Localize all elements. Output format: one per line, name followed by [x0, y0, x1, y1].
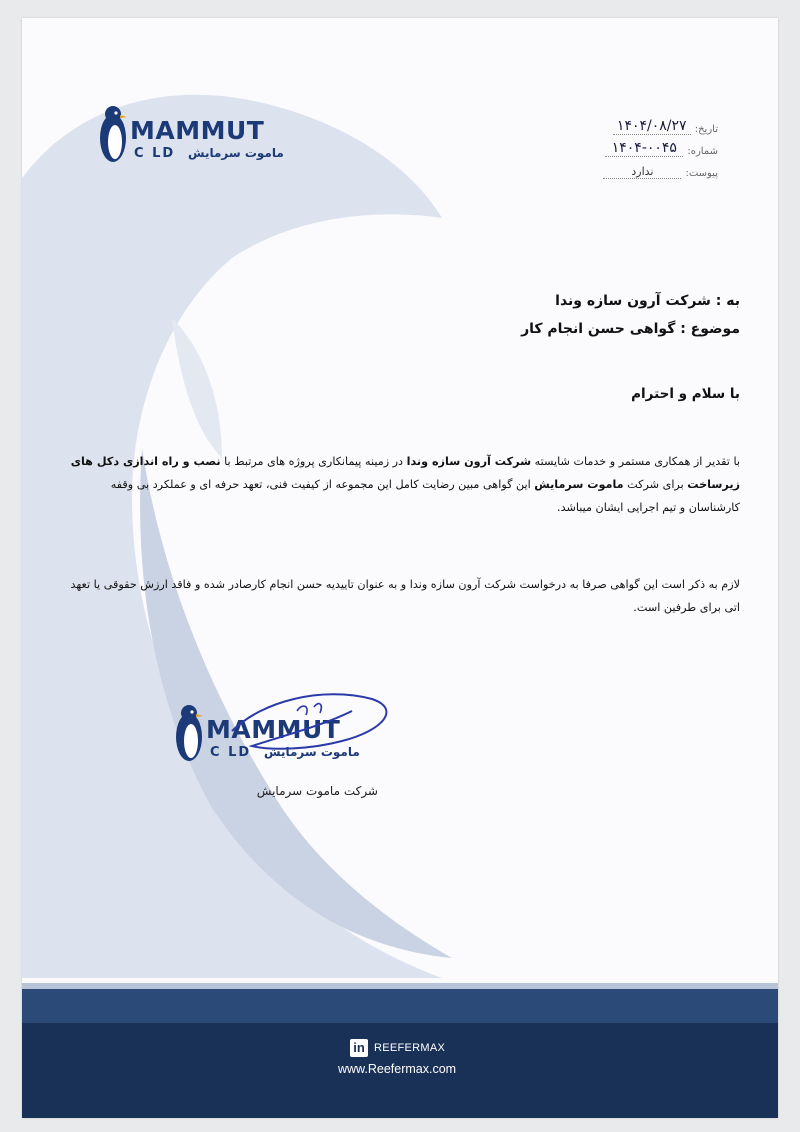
attachment-row: [458, 157, 718, 179]
p1-part-c: در زمینه پیمانکاری پروژه های مرتبط با: [220, 455, 407, 468]
attachment-value: ندارد: [603, 165, 681, 179]
number-label: شماره:: [687, 146, 718, 157]
signature-brand-persian: ماموت سرمایش: [264, 745, 360, 759]
company-logo: [96, 104, 296, 174]
linkedin-name: REEFERMAX: [374, 1042, 446, 1054]
attachment-label: پیوست:: [685, 168, 718, 179]
p1-company: شرکت آرون سازه وندا: [406, 455, 532, 468]
letter-meta: [458, 113, 718, 179]
body-paragraph-2: لازم به ذکر است این گواهی صرفا به درخواست شرکت آرون سازه وندا و به عنوان تاییدیه حسن انجام کارصادر شده و فاقد ارزش حقوقی یا تعهد اتی برای طرفین است.: [70, 578, 740, 614]
signature-brand-cold: C LD: [210, 745, 252, 760]
linkedin-icon: in: [350, 1039, 368, 1057]
footer-top-band: [22, 983, 778, 1023]
penguin-icon: [172, 703, 206, 765]
p1-service: نصب و راه اندازی دکل های زیرساخت: [70, 455, 740, 491]
body-paragraph-1: [70, 450, 740, 519]
signature-logo: [172, 703, 372, 773]
footer-strip: [22, 983, 778, 989]
p1-client: ماموت سرمایش: [534, 478, 624, 491]
brand-name: MAMMUT: [130, 116, 265, 145]
p1-part-e: برای شرکت: [623, 478, 688, 491]
number-row: [458, 135, 718, 157]
brand-cold: C LD: [134, 146, 176, 161]
date-label: تاریخ:: [694, 124, 718, 135]
date-row: [458, 113, 718, 135]
footer-band: [22, 983, 778, 1118]
signatory-company: شرکت ماموت سرمایش: [256, 784, 378, 798]
greeting: با سلام و احترام: [631, 386, 740, 402]
penguin-watermark: [22, 18, 778, 1118]
brand-persian: ماموت سرمایش: [188, 146, 284, 160]
number-value: ۱۴۰۴-۰۰۴۵: [605, 140, 683, 157]
p1-part-a: با تقدیر از همکاری مستمر و خدمات شایسته: [531, 455, 740, 468]
subject: موضوع : گواهی حسن انجام کار: [521, 321, 740, 337]
handwritten-signature: [202, 691, 402, 766]
signature-brand-name: MAMMUT: [206, 715, 341, 744]
website-link[interactable]: www.Reefermax.com: [338, 1062, 457, 1076]
penguin-icon: [96, 104, 130, 166]
linkedin-row: [350, 1039, 445, 1057]
p1-part-g: این گواهی مبین رضایت کامل این مجموعه از کیفیت فنی، تعهد حرفه ای و عملکرد بی وقفه کارشناسان و تیم اجرایی ایشان میباشد.: [110, 478, 740, 514]
recipient: به : شرکت آرون سازه وندا: [555, 293, 740, 309]
date-value: ۱۴۰۴/۰۸/۲۷: [613, 118, 691, 135]
letter-page: [22, 18, 778, 1118]
